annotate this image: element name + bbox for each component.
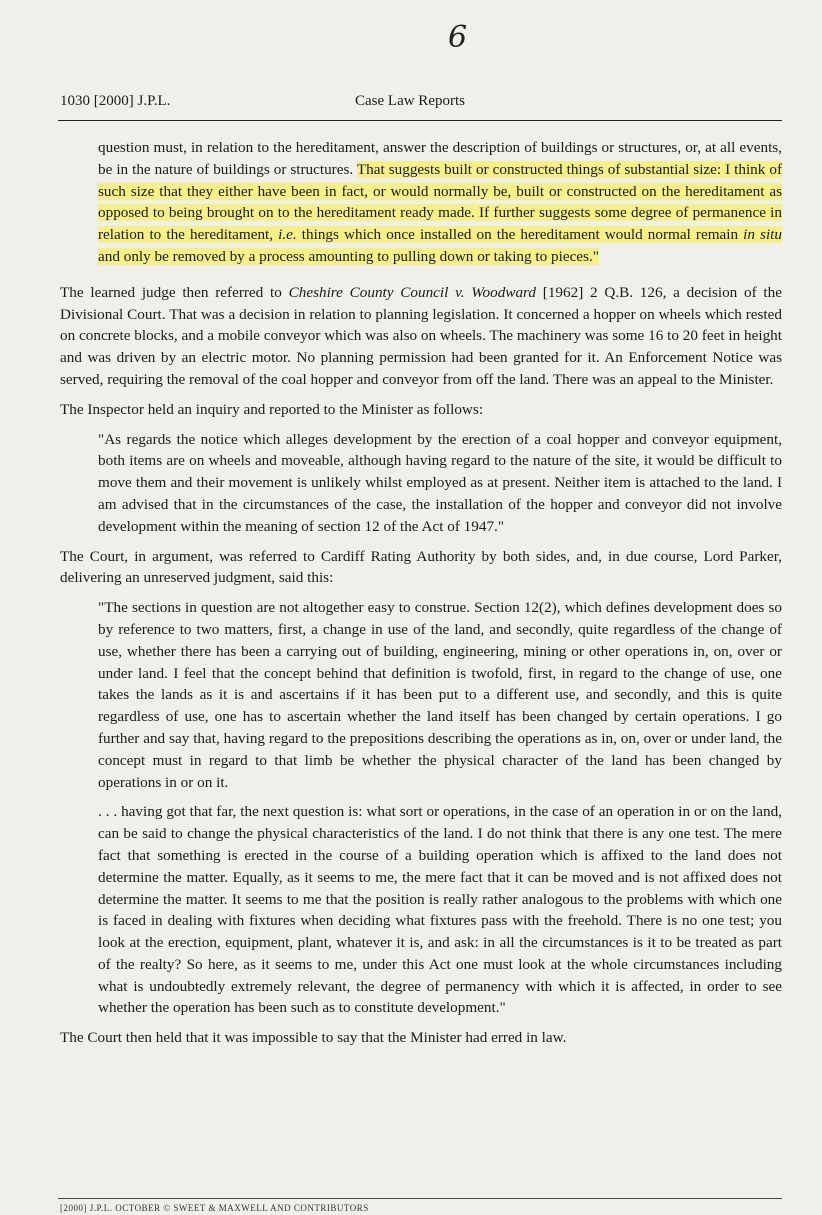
header-rule xyxy=(58,120,782,121)
quote-paragraph: "The sections in question are not altogether easy to construe. Section 12(2), which defines development does so by reference to two matters, first, a change in use of the land, and secondly, quite regardless of the change of use, whether there has been a carrying out of building, engineering, mining or other operations in, on, over or under land. I feel that the concept behind that definition is twofold, first, in regard to the change of use, one takes the lands as it is and ascertains if it has been put to a different use, and secondly, and this is quite regardless of use, one has to ascertain whether the land itself has been changed by certain operations. I go further and say that, having regard to the prepositions describing the operations as in, on, over or under land, the concept must in regard to that limb be whether the physical character of the land has been changed by operations in or on it. xyxy=(98,599,782,791)
highlighted-passage-a: That suggests built or constructed things of substantial size: I think of such size that they either have been in fact, or would normally be, built or constructed on the hereditament as opposed to being brought on to the hereditament ready made. If further suggests some degree of permanence in relation to the hereditament, xyxy=(98,160,783,244)
body-paragraph xyxy=(60,282,782,391)
body-paragraph: The Court, in argument, was referred to Cardiff Rating Authority by both sides, and, in due course, Lord Parker, delivering an unreserved judgment, said this: xyxy=(60,547,782,587)
quote-paragraph: . . . having got that far, the next question is: what sort or operations, in the case of an operation in or on the land, can be said to change the physical characteristics of the land. I do not think that there is any one test. The mere fact that something is erected in the course of a building operation which is affixed to the land does not determine the matter. Equally, as it seems to me, the mere fact that it can be moved and is not affixed does not determine the matter. It seems to me that the position is really rather analogous to the problems with which one is faced in dealing with fixtures when deciding what fixtures pass with the freehold. There is no one test; you look at the erection, equipment, plant, whatever it is, and ask: in all the circumstances is it to be treated as part of the realty? So here, as it seems to me, under this Act one must look at the whole circumstances including what is undoubtedly extremely relevant, the degree of permanency with which it is affected, in order to see whether the operation has been such as to constitute development." xyxy=(98,803,782,1017)
section-title: Case Law Reports xyxy=(355,93,465,109)
case-name: Cheshire County Council v. Woodward xyxy=(288,283,536,301)
handwritten-page-number: 6 xyxy=(448,20,468,55)
footer-copyright: [2000] J.P.L. OCTOBER © SWEET & MAXWELL AND CONTRIBUTORS xyxy=(60,1203,369,1213)
page-body xyxy=(60,137,782,1057)
body-paragraph: The Inspector held an inquiry and reported to the Minister as follows: xyxy=(60,400,484,418)
highlighted-passage-c: and only be removed by a process amounting to pulling down or taking to pieces." xyxy=(98,247,599,265)
italic-in-situ: in situ xyxy=(743,226,782,244)
quote-text: question must, in relation to the hereditament, answer the description of buildings or structures, or, at all events, be in the nature of buildings or structures. xyxy=(98,139,782,178)
quote-paragraph xyxy=(98,137,782,268)
footer-rule xyxy=(58,1198,782,1199)
page-citation: 1030 [2000] J.P.L. xyxy=(60,93,171,109)
running-head xyxy=(60,93,780,117)
paragraph-text: [1962] 2 Q.B. 126, a decision of the Divisional Court. That was a decision in relation to planning legislation. It concerned a hopper on wheels which rested on concrete blocks, and a mobile conveyor which was also on wheels. The machinery was some 16 to 20 feet in height and was driven by an electric motor. No planning permission had been granted for it. An Enforcement Notice was served, requiring the removal of the coal hopper and conveyor from off the land. There was an appeal to the Minister. xyxy=(60,283,782,388)
body-paragraph: The Court then held that it was impossible to say that the Minister had erred in law. xyxy=(60,1029,567,1047)
italic-ie: i.e. xyxy=(278,226,297,244)
highlighted-passage-b: things which once installed on the hereditament would normal remain xyxy=(296,226,744,244)
quote-paragraph: "As regards the notice which alleges development by the erection of a coal hopper and conveyor equipment, both items are on wheels and moveable, although having regard to the nature of the site, it would be difficult to move them and their movement is unlikely whilst employed as at present. Neither item is attached to the land. I am advised that in the circumstances of the case, the installation of the hopper and conveyor did not involve development within the meaning of section 12 of the Act of 1947." xyxy=(98,430,782,535)
paragraph-text: The learned judge then referred to xyxy=(60,283,289,301)
